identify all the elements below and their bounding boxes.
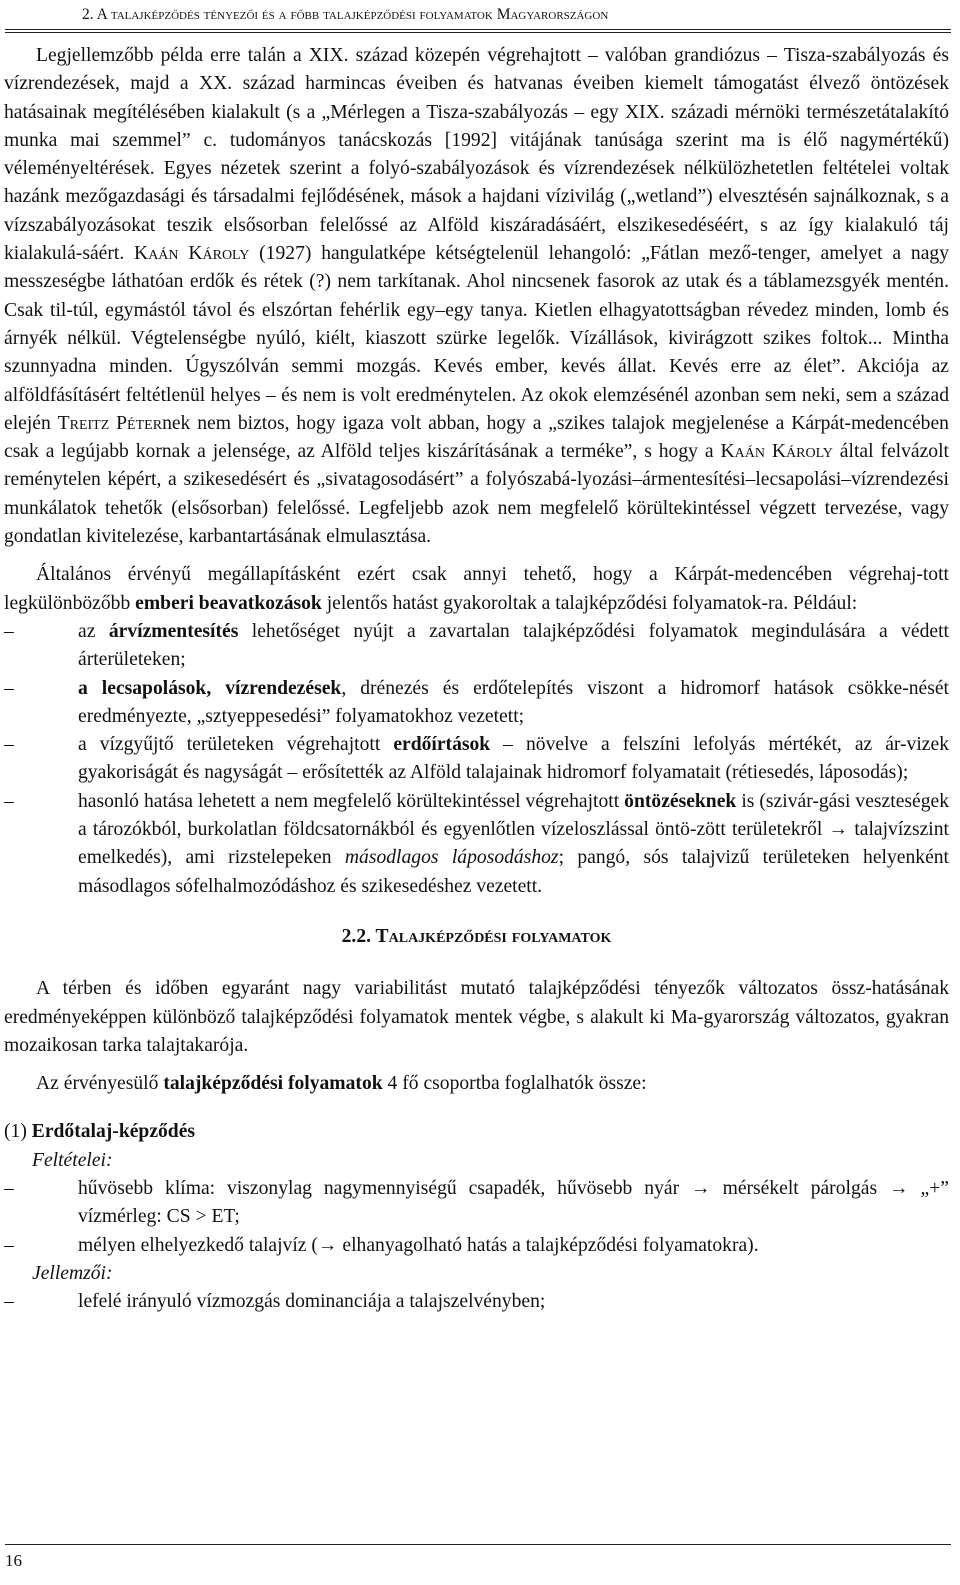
list-item: [4, 618, 949, 675]
section-heading: 2.2. Talajképződési folyamatok: [341, 925, 612, 947]
paragraph-processes-groups: [4, 1070, 949, 1098]
emphasis: erdőírtások: [393, 734, 491, 756]
text-run: , drénezés és erdőtelepítés viszont a hidromorf hatások csökke-nését eredményezte, „sztyeppesedési” folyamatokhoz vezetett;: [78, 677, 949, 727]
label-features: [4, 1260, 949, 1288]
header-rule: [5, 29, 951, 30]
body-text: [4, 42, 949, 1316]
list-item: [4, 1175, 949, 1232]
list-dash: –: [4, 1291, 14, 1313]
footer-rule: [5, 1544, 951, 1545]
list-dash: –: [4, 1177, 14, 1199]
italic-term: másodlagos láposodáshoz: [344, 847, 559, 869]
text-run: Legjellemzőbb példa erre talán a XIX. század közepén végrehajtott – valóban grandiózus – Tisza-szabályozás és vízrendezések, majd a XX. század harmincas éveiben és hatvanas éveiben kiemelt támogatást élvező öntözések hatásainak megítélésében kialakult (s a „Mérlegen a Tisza-szabályozás – egy XIX. századi mérnöki természetátalakító munka mai szemmel” c. tudományos tanácskozás [1992] vitájának tanúsága szerint ma is élő nagymértékű) véleményeltérések. Egyes nézetek szerint a folyó-szabályozások és vízrendezések nélkülözhetetlen feltételei voltak hazánk mezőgazdasági és társadalmi fejlődésének, mások a hajdani vízivilág („wetland”) elvesztésén sajnálkoznak, s a vízszabályozásokat teszik elsősorban felelőssé az Alföld kiszáradásáért, elszikesedéséért, s az így kialakuló táj kialakulá-sáért.: [4, 45, 949, 265]
header-rule: [5, 32, 951, 33]
text-run: (1927) hangulatképe kétségtelenül lehangoló: „Fátlan mező-tenger, amelyet a nagy messzeségbe láthatóan erdők és rétek (?) nem tarkítanak. Ahol nincsenek fasorok az utak és a táblamezsgyék mentén. Csak til-túl, egymástól távol és elszórtan fehérlik egy–egy tanya. Kietlen elhagyatottságban révedez minden, lomb és árnyék nélkül. Végtelenségbe nyúló, kiélt, kiaszott szürke legelők. Vízállások, kivirágzott szikes foltok... Mintha szunnyadna minden. Úgyszólván semmi mozgás. Kevés ember, kevés állat. Kevés erre az élet”. Akciója az alföldfásításért feltétlenül helyes – és nem is volt eredménytelen. Az okok elemzésénél azonban sem neki, sem a század elején: [4, 243, 949, 434]
label-text: Jellemzői:: [32, 1262, 113, 1284]
emphasis: emberi beavatkozások: [135, 592, 322, 614]
text-run: hasonló hatása lehetett a nem megfelelő körültekintéssel végrehajtott: [78, 790, 625, 812]
emphasis: talajképződési folyamatok: [163, 1073, 383, 1095]
list-item: [4, 1232, 949, 1260]
running-header: 2. A talajképződés tényezői és a főbb talajképződési folyamatok Magyarországon: [82, 6, 609, 23]
text-run: Általános érvényű megállapításként ezért csak annyi tehető, hogy a Kárpát-medencében végrehaj-tott legkülönbözőbb: [4, 564, 949, 614]
paragraph-human-interventions: [4, 561, 949, 618]
label-conditions: [4, 1147, 949, 1175]
list-text: lefelé irányuló vízmozgás dominanciája a talajszelvényben;: [78, 1291, 546, 1313]
paragraph-tisza-regulation: [4, 42, 949, 551]
subsection-title: Erdőtalaj-képződés: [31, 1121, 196, 1143]
text-run: ; pangó, sós talajvizű területeken helyenként másodlagos sófelhalmozódáshoz és szikesedéshez vezetett.: [78, 847, 950, 897]
text-run: az: [78, 620, 109, 642]
subsection-number: (1): [4, 1121, 32, 1143]
page-number: 16: [5, 1551, 22, 1570]
text-run: által felvázolt reménytelen képért, a szikesedésért és „sivatagosodásért” a folyószabá-lyozási–ármentesítési–lecsapolási–vízrendezési munkálatok tehetők (elsősorban) felelőssé. Legfeljebb azok nem megfelelő körültekintéssel végzett tervezése, vagy gondatlan kivitelezése, karbantartásának elmulasztása.: [4, 441, 949, 548]
list-text: mélyen elhelyezkedő talajvíz (→ elhanyagolható hatás a talajképződési folyamatokra).: [78, 1234, 759, 1256]
author-name: Kaán Károly: [720, 441, 833, 463]
list-item: [4, 675, 949, 732]
text-run: a vízgyűjtő területeken végrehajtott: [78, 734, 394, 756]
author-name: Kaán Károly: [134, 243, 250, 265]
text-run: Az érvényesülő: [36, 1073, 164, 1095]
list-text: hűvösebb klíma: viszonylag nagymennyiségű csapadék, hűvösebb nyár → mérsékelt párolgás → „+” vízmérleg: CS > ET;: [78, 1177, 949, 1228]
list-dash: –: [4, 677, 14, 699]
text-run: nek nem biztos, hogy igaza volt abban, hogy a „szikes talajok megjelenése a Kárpát-medencében csak a legújabb kornak a jelensége, az Alföld teljes kiszárításának a terméke”, s hogy a: [4, 412, 949, 463]
emphasis: árvízmentesítés: [108, 620, 239, 642]
paragraph-processes-intro: A térben és időben egyaránt nagy variabilitást mutató talajképződési tényezők változatos össz-hatásának eredményeképpen különböző talajképződési folyamatok mentek végbe, s alakult ki Ma-gyarország változatos, gyakran mozaikosan tarka talajtakarója.: [4, 978, 949, 1056]
list-dash: –: [4, 620, 14, 642]
text-run: is (szivár-gási veszteségek a tározókból, burkolatlan földcsatornákból és egyenlőtlen vízeloszlással öntö-zött területekről → talajvízszint emelkedés), ami rizstelepeken: [78, 790, 950, 869]
label-text: Feltételei:: [32, 1149, 113, 1171]
text-run: lehetőséget nyújt a zavartalan talajképződési folyamatok megindulására a védett árterületeken;: [78, 620, 950, 671]
emphasis: öntözéseknek: [624, 790, 737, 812]
emphasis: a lecsapolások, vízrendezések: [78, 677, 342, 699]
list-item: [4, 788, 949, 901]
list-dash: –: [4, 790, 14, 812]
list-item: [4, 731, 949, 788]
text-run: – növelve a felszíni lefolyás mértékét, az ár-vizek gyakoriságát és nagyságát – erősítették az Alföld talajainak hidromorf folyamatait (rétiesedés, láposodás);: [78, 734, 949, 784]
text-run: jelentős hatást gyakoroltak a talajképződési folyamatok-ra. Például:: [321, 592, 858, 614]
list-dash: –: [4, 1234, 14, 1256]
list-item: [4, 1288, 949, 1316]
list-dash: –: [4, 734, 14, 756]
subsection-heading: [4, 1118, 949, 1146]
author-name: Treitz Péter: [57, 412, 163, 434]
text-run: 4 fő csoportba foglalhatók össze:: [382, 1073, 647, 1095]
